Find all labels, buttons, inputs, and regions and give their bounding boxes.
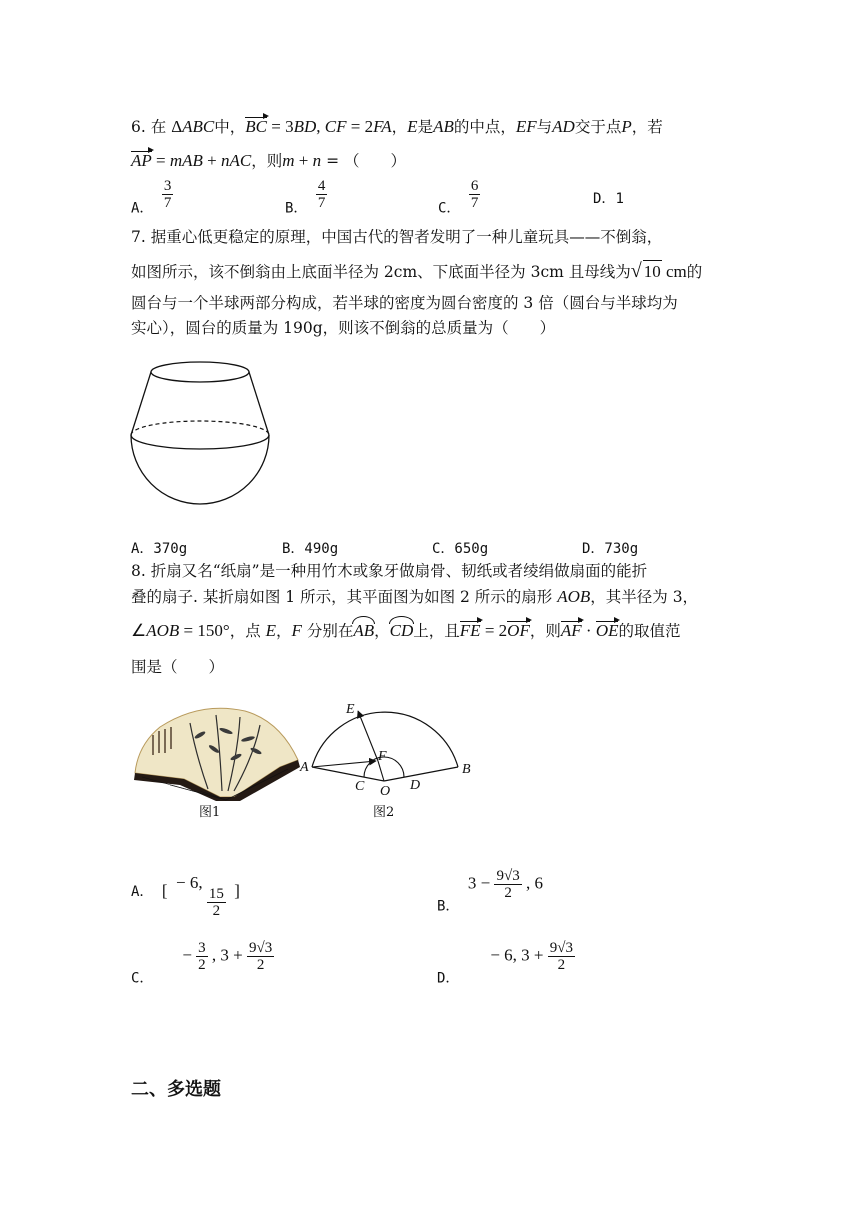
- q6-plus: +: [202, 151, 222, 170]
- frustum-top-ellipse: [151, 362, 249, 382]
- q6-stem-line1: [131, 116, 663, 138]
- vector-fe-arrow: [358, 711, 378, 761]
- q6-text: 是: [417, 118, 434, 136]
- right-bracket: ]: [234, 881, 240, 900]
- folding-fan-image: [130, 705, 302, 805]
- fraction-numerator: 6: [470, 178, 479, 194]
- q6-option-d[interactable]: [593, 188, 624, 210]
- q8-eq: = 2: [480, 621, 508, 640]
- left-bracket: [: [161, 881, 168, 900]
- q6-text: 与: [536, 118, 553, 136]
- vector-af-arrow: [312, 761, 376, 767]
- q8-text: 叠的扇子. 某折扇如图 1 所示，其平面图为如图 2 所示的扇形: [131, 588, 558, 606]
- q7-option-c[interactable]: C．650g: [432, 541, 489, 557]
- arc-ab: AB: [353, 621, 375, 640]
- fraction-denominator: 2: [198, 957, 206, 973]
- q6-bd: BD: [293, 117, 317, 136]
- figure-1-caption: 图1: [199, 805, 221, 820]
- q6-n: n: [312, 151, 322, 170]
- fraction-denominator: 7: [163, 195, 172, 211]
- frustum-base-visible: [131, 435, 269, 449]
- q7-text: 的: [686, 263, 703, 281]
- frustum-right-edge: [249, 372, 269, 435]
- fraction-numerator: 4: [317, 178, 326, 194]
- fraction: [316, 178, 328, 211]
- q6-text: ，则: [251, 152, 283, 170]
- q6-fa: FA: [373, 117, 392, 136]
- q6-eq: = 2: [346, 117, 374, 136]
- q8-angle-value: = 150°: [179, 621, 230, 640]
- label-e: E: [346, 702, 355, 717]
- option-label: C．: [438, 200, 461, 217]
- label-c: C: [355, 779, 365, 794]
- sqrt-radicand: 10: [643, 262, 661, 281]
- fraction: [162, 178, 174, 211]
- q8-point-f: F: [291, 621, 302, 640]
- q6-point-e: E: [407, 117, 418, 136]
- q6-text: ，若: [631, 118, 663, 136]
- vector-fe: FE: [459, 621, 481, 640]
- q8-text: 分别在: [301, 622, 354, 640]
- label-b: B: [462, 762, 471, 777]
- q8-option-b[interactable]: [437, 868, 543, 915]
- q6-nac: nAC: [221, 151, 252, 170]
- fraction-denominator: 2: [504, 885, 512, 901]
- label-o: O: [380, 784, 391, 799]
- q6-number: 6.: [131, 118, 146, 136]
- fraction: [548, 940, 575, 973]
- q7-stem-line4: 实心），圆台的质量为 190g，则该不倒翁的总质量为（ ）: [131, 319, 556, 337]
- triangle-symbol: Δ: [171, 117, 183, 136]
- fraction-numerator: 15: [208, 886, 224, 902]
- q8-option-d[interactable]: [437, 940, 575, 987]
- q6-option-a[interactable]: [131, 178, 173, 218]
- q6-text: 交于点: [574, 118, 622, 136]
- q8-text: 上，且: [413, 622, 460, 640]
- fraction-numerator: 9√3: [249, 940, 273, 956]
- fraction-numerator: 3: [198, 940, 206, 956]
- q8-option-a[interactable]: [131, 872, 240, 919]
- q8-point-e: E: [265, 621, 277, 640]
- q6-m: m: [282, 151, 295, 170]
- q8-stem-line1: 8. 折扇又名“纸扇”是一种用竹木或象牙做扇骨、韧纸或者绫绢做扇面的能折: [131, 562, 648, 580]
- q6-mab: mAB: [169, 151, 203, 170]
- vector-af: AF: [560, 621, 582, 640]
- option-label: D．: [437, 970, 460, 987]
- q8-text: ，其半径为 3，: [590, 588, 699, 606]
- frustum-base-hidden: [131, 421, 269, 435]
- angle-symbol: ∠: [131, 621, 147, 640]
- fraction-denominator: 2: [557, 957, 566, 973]
- q6-eq: =: [151, 151, 170, 170]
- q6-ab: AB: [433, 117, 454, 136]
- option-label: A．: [131, 884, 154, 900]
- q8-text: ，则: [529, 622, 561, 640]
- q7-text: 如图所示，该不倒翁由上底面半径为 2cm、下底面半径为 3cm 且母线为: [131, 263, 631, 281]
- label-f: F: [378, 749, 387, 764]
- q8-stem-line3: [131, 620, 681, 642]
- fraction: [207, 886, 226, 919]
- q7-stem-line2: [131, 260, 702, 283]
- fraction-denominator: 2: [212, 903, 221, 919]
- q8-text: ，点: [229, 622, 266, 640]
- option-value: , 6: [521, 873, 543, 893]
- dot-product: ·: [581, 621, 596, 640]
- option-value: −: [182, 945, 197, 965]
- vector-oe: OE: [595, 621, 619, 640]
- q6-ad: AD: [552, 117, 575, 136]
- fraction-denominator: 7: [317, 195, 326, 211]
- vector-of: OF: [507, 621, 530, 640]
- fraction-numerator: 9√3: [549, 940, 573, 956]
- q8-text: 的取值范: [618, 622, 681, 640]
- fraction: [469, 178, 481, 211]
- option-label: A．: [131, 200, 154, 217]
- q6-option-c[interactable]: [438, 178, 480, 218]
- q6-eq: = 3: [266, 117, 294, 136]
- q6-answer-blank: = （ ）: [321, 152, 406, 170]
- q8-option-c[interactable]: [131, 940, 274, 987]
- q6-stem-line2: [131, 150, 406, 172]
- fraction-denominator: 7: [470, 195, 479, 211]
- q8-angle-aob: AOB: [146, 621, 180, 640]
- option-label: B．: [285, 200, 308, 217]
- q6-comma: ，: [391, 118, 408, 136]
- fraction: [196, 940, 208, 973]
- q7-stem-line1: 7. 据重心低更稳定的原理，中国古代的智者发明了一种儿童玩具——不倒翁，: [131, 228, 663, 246]
- vector-ap: AP: [131, 151, 152, 170]
- q6-comma: ,: [316, 117, 325, 136]
- q7-option-a[interactable]: A．370g: [131, 541, 188, 557]
- option-value: 3 −: [467, 873, 495, 893]
- fraction-numerator: 3: [163, 178, 172, 194]
- q6-text: 的中点，: [453, 118, 516, 136]
- option-value: , 3 +: [207, 945, 247, 965]
- q8-text: ，: [374, 622, 390, 640]
- vector-bc: BC: [245, 117, 267, 136]
- radius-oa: [312, 767, 384, 781]
- q7-option-b[interactable]: B．490g: [282, 541, 339, 557]
- q6-triangle-abc: ABC: [182, 117, 215, 136]
- q7-stem-line3: 圆台与一个半球两部分构成，若半球的密度为圆台密度的 3 倍（圆台与半球均为: [131, 294, 678, 312]
- radius-ob: [384, 767, 458, 781]
- q6-text: 在: [150, 118, 167, 136]
- q8-stem-line2: [131, 586, 698, 608]
- tumbler-figure: [125, 355, 275, 515]
- sqrt-symbol: √: [630, 260, 642, 282]
- section-heading: 二、多选题: [131, 1079, 221, 1100]
- fraction-denominator: 2: [256, 957, 265, 973]
- q7-unit: cm: [661, 262, 687, 281]
- frustum-left-edge: [131, 372, 151, 435]
- q7-option-d[interactable]: D．730g: [582, 541, 639, 557]
- option-label: D．: [593, 191, 616, 207]
- q8-sector-aob: AOB: [557, 587, 591, 606]
- q6-point-p: P: [621, 117, 632, 136]
- option-value: − 6,: [175, 873, 207, 892]
- fraction: [247, 940, 274, 973]
- q8-text: ，: [276, 622, 292, 640]
- option-value: 1: [615, 191, 624, 207]
- q8-stem-line4: 围是（ ）: [131, 658, 225, 676]
- fraction: [494, 868, 521, 901]
- option-value: − 6, 3 +: [490, 945, 548, 965]
- q6-plus: +: [294, 151, 313, 170]
- figure-2-caption: 图2: [373, 805, 395, 820]
- option-label: B．: [437, 898, 460, 915]
- option-label: C．: [131, 970, 154, 987]
- arc-cd: CD: [389, 621, 414, 640]
- q6-cf: CF: [324, 117, 347, 136]
- label-a: A: [300, 760, 309, 775]
- fraction-numerator: 9√3: [496, 868, 520, 884]
- q6-ef: EF: [515, 117, 537, 136]
- q6-option-b[interactable]: [285, 178, 327, 218]
- q6-text: 中，: [214, 118, 246, 136]
- sector-diagram: [298, 695, 483, 805]
- label-d: D: [410, 778, 421, 793]
